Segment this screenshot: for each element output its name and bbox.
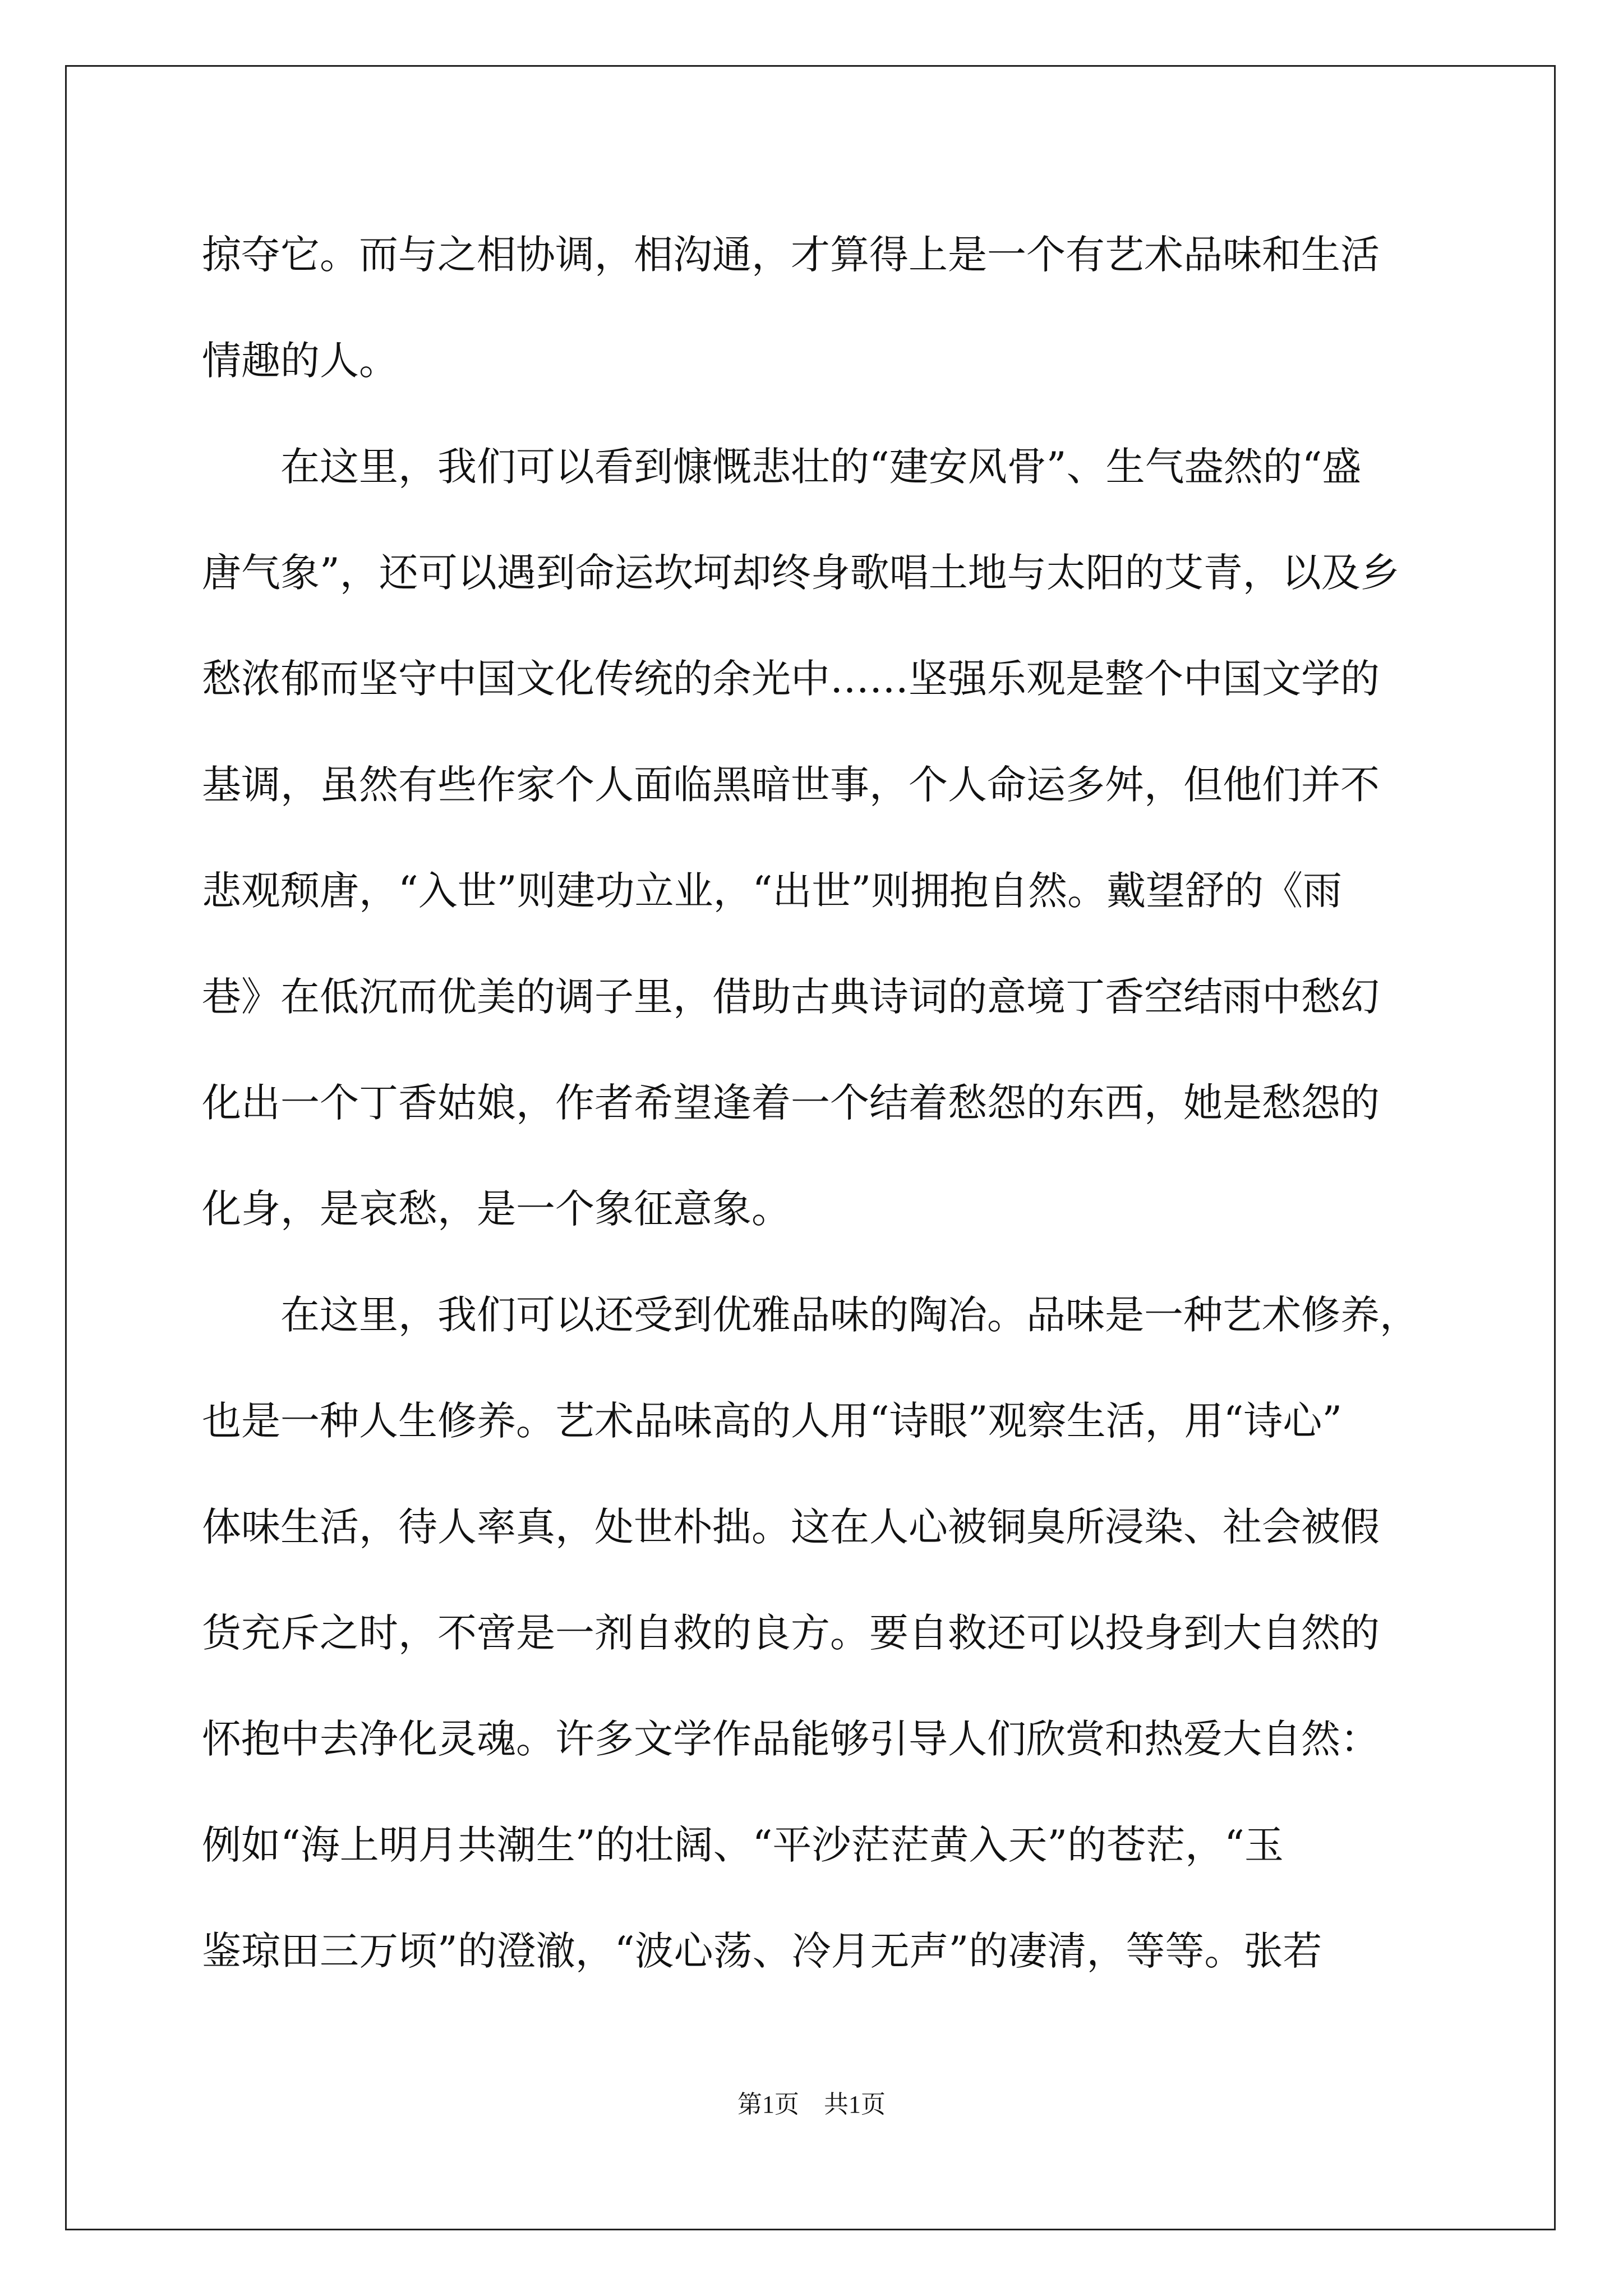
document-body bbox=[202, 202, 1436, 2004]
text-line: 体味生活，待人率真，处世朴拙。这在人心被铜臭所浸染、社会被假 bbox=[202, 1504, 1380, 1550]
text-line: 化出一个丁香姑娘，作者希望逢着一个结着愁怨的东西，她是愁怨的 bbox=[202, 1080, 1380, 1126]
text-line: 在这里，我们可以看到慷慨悲壮的“建安风骨”、生气盎然的“盛 bbox=[280, 444, 1362, 490]
text-line: 化身，是哀愁，是一个象征意象。 bbox=[202, 1186, 791, 1232]
page-footer bbox=[0, 2088, 1623, 2122]
text-line: 巷》在低沉而优美的调子里，借助古典诗词的意境丁香空结雨中愁幻 bbox=[202, 974, 1380, 1020]
text-line: 基调，虽然有些作家个人面临黑暗世事，个人命运多舛，但他们并不 bbox=[202, 762, 1380, 808]
text-line: 在这里，我们可以还受到优雅品味的陶冶。品味是一种艺术修养， bbox=[280, 1292, 1419, 1338]
page-number-label: 第1页 共1页 bbox=[737, 2091, 886, 2118]
text-line: 鉴琼田三万顷”的澄澈，“波心荡、冷月无声”的凄清，等等。张若 bbox=[202, 1928, 1322, 1974]
text-line: 悲观颓唐，“入世”则建功立业，“出世”则拥抱自然。戴望舒的《雨 bbox=[202, 868, 1343, 914]
text-line: 愁浓郁而坚守中国文化传统的余光中……坚强乐观是整个中国文学的 bbox=[202, 656, 1380, 702]
text-line: 例如“海上明月共潮生”的壮阔、“平沙茫茫黄入天”的苍茫，“玉 bbox=[202, 1822, 1284, 1868]
text-line: 唐气象”，还可以遇到命运坎坷却终身歌唱土地与太阳的艾青，以及乡 bbox=[202, 550, 1400, 596]
text-line: 情趣的人。 bbox=[202, 338, 398, 384]
text-line: 怀抱中去净化灵魂。许多文学作品能够引导人们欣赏和热爱大自然： bbox=[202, 1716, 1380, 1762]
text-line: 也是一种人生修养。艺术品味高的人用“诗眼”观察生活，用“诗心” bbox=[202, 1398, 1343, 1444]
text-line: 掠夺它。而与之相协调，相沟通，才算得上是一个有艺术品味和生活 bbox=[202, 232, 1380, 278]
text-line: 货充斥之时，不啻是一剂自救的良方。要自救还可以投身到大自然的 bbox=[202, 1610, 1380, 1656]
